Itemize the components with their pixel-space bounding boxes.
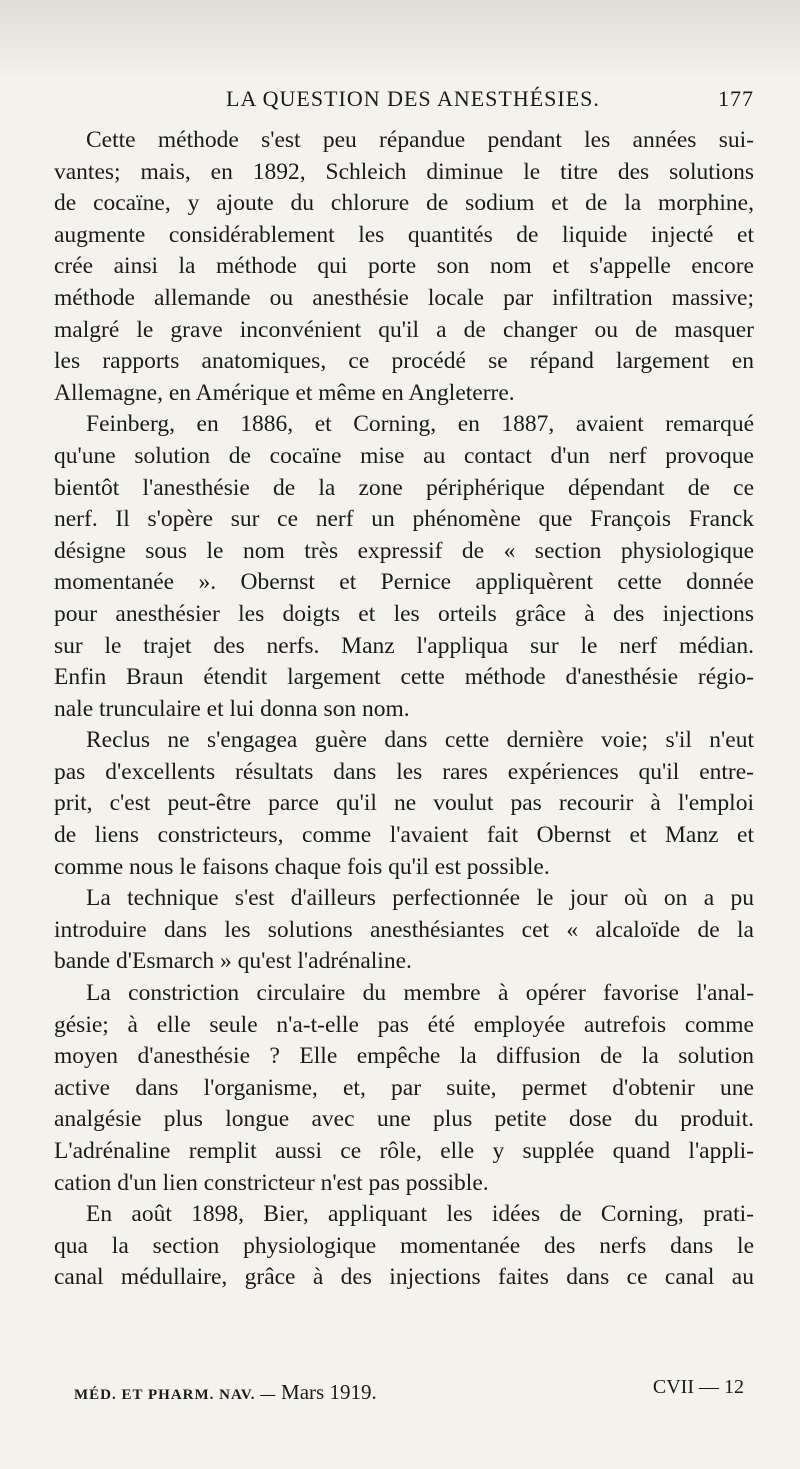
text-line: analgésie plus longue avec une plus petite dose du produit. <box>54 1106 754 1133</box>
text-line: malgré le grave inconvénient qu'il a de changer ou de masquer <box>54 316 754 343</box>
text-line: pour anesthésier les doigts et les orteils grâce à des injections <box>54 600 754 627</box>
text-line: de cocaïne, y ajoute du chlorure de sodium et de la morphine, <box>54 190 754 217</box>
text-line: Enfin Braun étendit largement cette méthode d'anesthésie régio- <box>54 664 754 691</box>
text-line: sur le trajet des nerfs. Manz l'appliqua sur le nerf médian. <box>54 632 754 659</box>
scan-shading <box>0 0 800 80</box>
text-line: canal médullaire, grâce à des injections faites dans ce canal au <box>54 1264 754 1291</box>
text-line: gésie; à elle seule n'a-t-elle pas été employée autrefois comme <box>54 1011 754 1038</box>
running-header <box>50 86 760 116</box>
page-footer <box>74 1376 744 1406</box>
text-line: nale trunculaire et lui donna son nom. <box>54 695 410 722</box>
text-line: Allemagne, en Amérique et même en Angleterre. <box>54 379 515 406</box>
text-line: vantes; mais, en 1892, Schleich diminue le titre des solutions <box>54 158 754 185</box>
text-line: désigne sous le nom très expressif de « section physiologique <box>54 537 754 564</box>
text-line: de liens constricteurs, comme l'avaient fait Obernst et Manz et <box>54 822 754 849</box>
text-line: introduire dans les solutions anesthésiantes cet « alcaloïde de la <box>54 916 754 943</box>
text-line: qua la section physiologique momentanée des nerfs dans le <box>54 1232 754 1259</box>
text-line: active dans l'organisme, et, par suite, permet d'obtenir une <box>54 1074 754 1101</box>
text-line: Feinberg, en 1886, et Corning, en 1887, avaient remarqué <box>86 411 754 438</box>
text-line: En août 1898, Bier, appliquant les idées de Corning, prati- <box>86 1201 754 1228</box>
footer-signature: CVII — 12 <box>652 1376 744 1398</box>
text-line: pas d'excellents résultats dans les rares expériences qu'il entre- <box>54 758 754 785</box>
text-line: nerf. Il s'opère sur ce nerf un phénomène que François Franck <box>54 506 754 533</box>
footer-month: Mars 1919. <box>281 1380 377 1404</box>
text-line: méthode allemande ou anesthésie locale par infiltration massive; <box>54 284 754 311</box>
text-line: La constriction circulaire du membre à opérer favorise l'anal- <box>86 980 754 1007</box>
text-line: L'adrénaline remplit aussi ce rôle, elle y supplée quand l'appli- <box>54 1138 754 1164</box>
text-line: cation d'un lien constricteur n'est pas possible. <box>54 1169 489 1196</box>
page-number: 177 <box>718 86 754 111</box>
text-line: Cette méthode s'est peu répandue pendant les années sui- <box>86 127 754 153</box>
text-line: prit, c'est peut-être parce qu'il ne voulut pas recourir à l'emploi <box>54 790 754 817</box>
text-line: augmente considérablement les quantités de liquide injecté et <box>54 221 754 248</box>
body-text <box>54 125 754 1294</box>
text-line: comme nous le faisons chaque fois qu'il est possible. <box>54 853 550 880</box>
text-line: qu'une solution de cocaïne mise au contact d'un nerf provoque <box>54 442 754 469</box>
text-line: Reclus ne s'engagea guère dans cette dernière voie; s'il n'eut <box>86 727 754 754</box>
text-line: bientôt l'anesthésie de la zone périphérique dépendant de ce <box>54 474 754 501</box>
text-line: crée ainsi la méthode qui porte son nom et s'appelle encore <box>54 253 754 280</box>
header-title: LA QUESTION DES ANESTHÉSIES. <box>226 86 600 111</box>
text-line: les rapports anatomiques, ce procédé se répand largement en <box>54 348 754 375</box>
footer-journal: MÉD. ET PHARM. NAV. — Mars 1919. <box>74 1380 377 1404</box>
text-line: moyen d'anesthésie ? Elle empêche la diffusion de la solution <box>54 1043 754 1070</box>
text-line: bande d'Esmarch » qu'est l'adrénaline. <box>54 948 412 975</box>
text-line: La technique s'est d'ailleurs perfectionnée le jour où on a pu <box>86 885 754 912</box>
text-line: momentanée ». Obernst et Pernice appliquèrent cette donnée <box>54 569 754 596</box>
